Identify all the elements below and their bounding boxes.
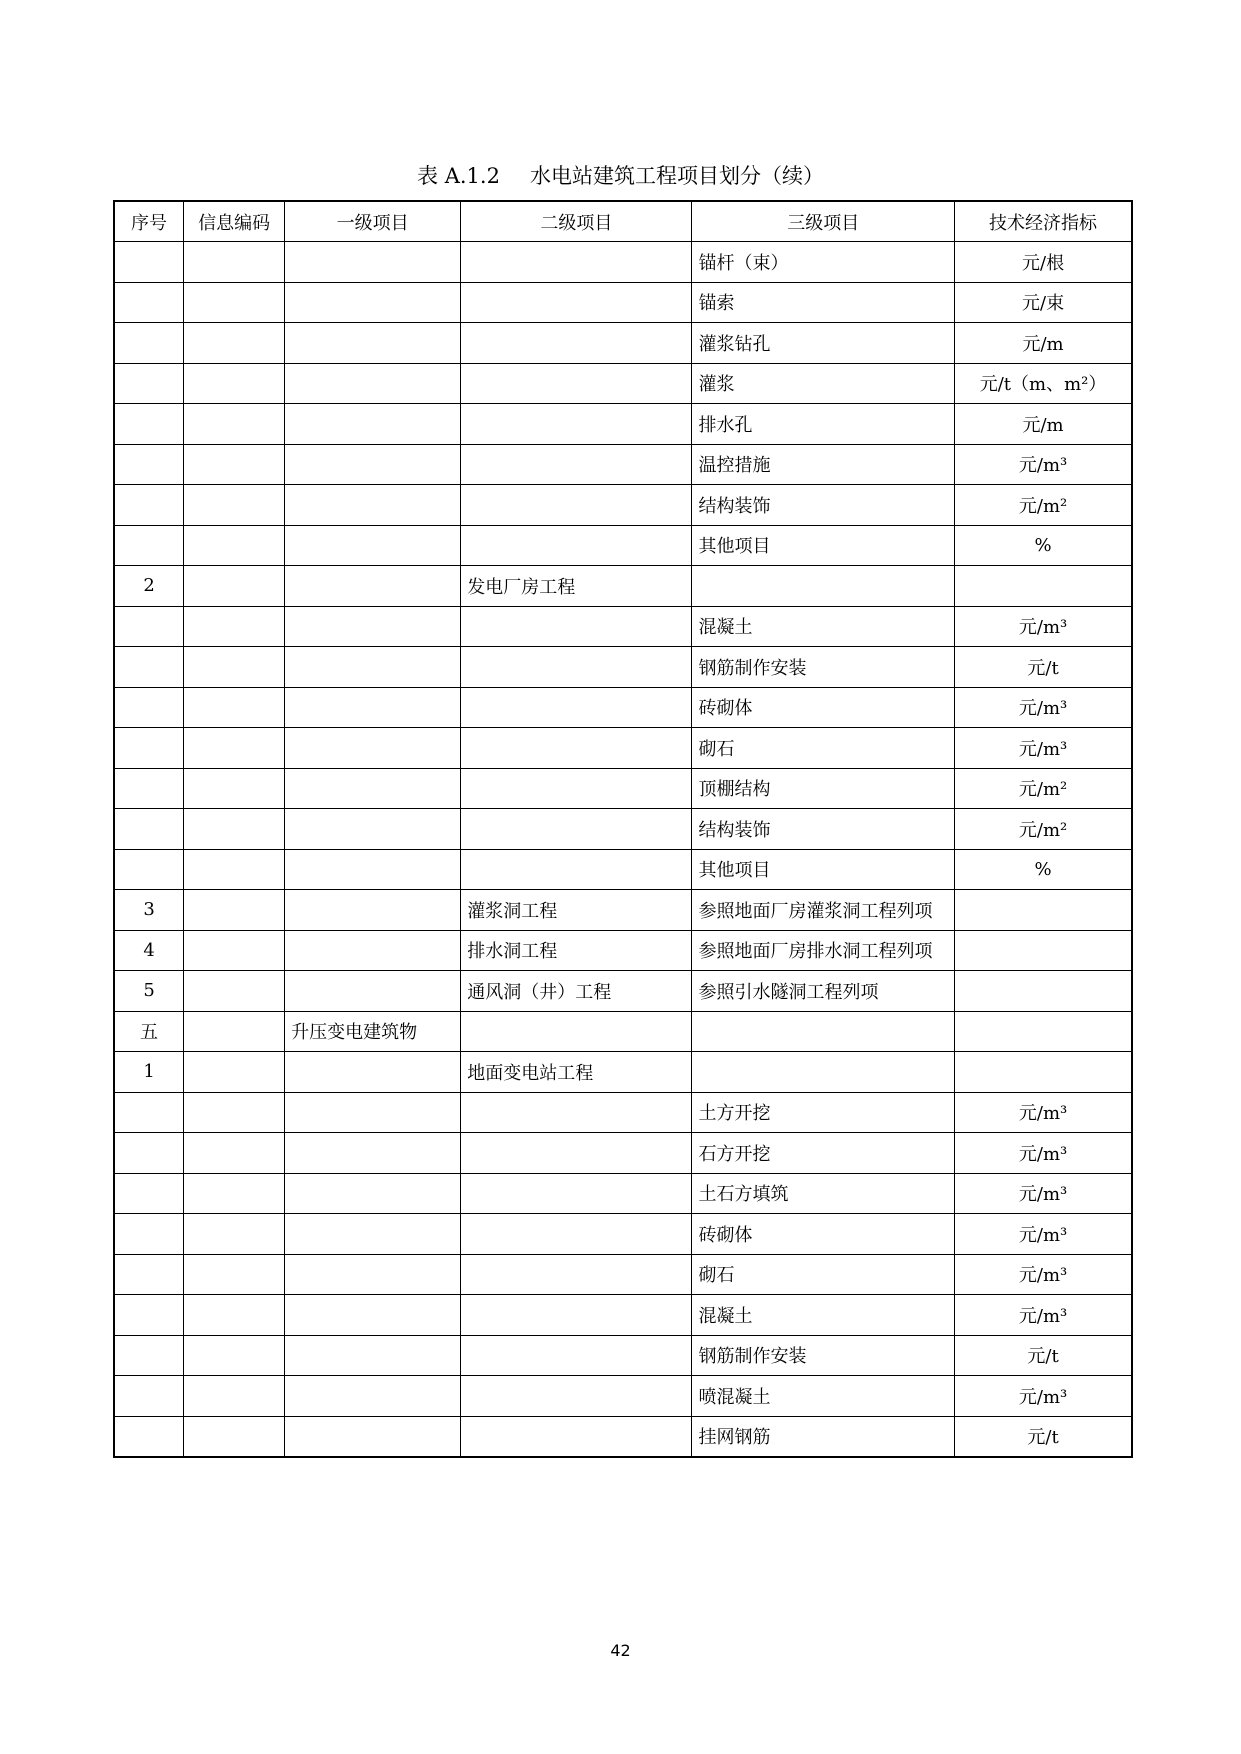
cell-level1 bbox=[285, 363, 461, 404]
table-row bbox=[114, 606, 1132, 647]
cell-code bbox=[184, 1011, 285, 1052]
cell-code bbox=[184, 404, 285, 445]
cell-level3: 砌石 bbox=[692, 728, 955, 769]
cell-seq bbox=[114, 1416, 184, 1457]
cell-indicator: 元/m³ bbox=[955, 606, 1132, 647]
cell-seq bbox=[114, 485, 184, 526]
cell-level1 bbox=[285, 930, 461, 971]
cell-seq: 4 bbox=[114, 930, 184, 971]
cell-level3 bbox=[692, 566, 955, 607]
cell-indicator bbox=[955, 971, 1132, 1012]
cell-indicator: 元/t bbox=[955, 1335, 1132, 1376]
cell-seq bbox=[114, 687, 184, 728]
cell-seq bbox=[114, 1214, 184, 1255]
page-number: 42 bbox=[610, 1641, 631, 1660]
cell-code bbox=[184, 1416, 285, 1457]
table-row bbox=[114, 768, 1132, 809]
cell-indicator: 元/根 bbox=[955, 242, 1132, 283]
table-row bbox=[114, 404, 1132, 445]
cell-level3: 结构装饰 bbox=[692, 485, 955, 526]
cell-level3: 砖砌体 bbox=[692, 1214, 955, 1255]
cell-indicator: 元/m² bbox=[955, 809, 1132, 850]
table-row bbox=[114, 687, 1132, 728]
cell-code bbox=[184, 242, 285, 283]
cell-code bbox=[184, 687, 285, 728]
cell-level2: 排水洞工程 bbox=[461, 930, 692, 971]
cell-level3 bbox=[692, 1011, 955, 1052]
cell-level1 bbox=[285, 849, 461, 890]
cell-indicator: 元/束 bbox=[955, 282, 1132, 323]
cell-seq bbox=[114, 1133, 184, 1174]
cell-level2 bbox=[461, 1376, 692, 1417]
cell-seq bbox=[114, 606, 184, 647]
cell-level1 bbox=[285, 444, 461, 485]
cell-code bbox=[184, 606, 285, 647]
cell-seq bbox=[114, 363, 184, 404]
table-row bbox=[114, 1254, 1132, 1295]
cell-level2 bbox=[461, 1092, 692, 1133]
cell-level1 bbox=[285, 1092, 461, 1133]
cell-level1 bbox=[285, 282, 461, 323]
cell-level2 bbox=[461, 242, 692, 283]
cell-level2 bbox=[461, 485, 692, 526]
cell-level1 bbox=[285, 1214, 461, 1255]
cell-code bbox=[184, 890, 285, 931]
cell-level2 bbox=[461, 1011, 692, 1052]
header-level2: 二级项目 bbox=[461, 201, 692, 242]
cell-code bbox=[184, 1295, 285, 1336]
header-level1: 一级项目 bbox=[285, 201, 461, 242]
cell-code bbox=[184, 971, 285, 1012]
table-title-text: 水电站建筑工程项目划分（续） bbox=[529, 164, 824, 188]
cell-level1 bbox=[285, 566, 461, 607]
table-row bbox=[114, 1416, 1132, 1457]
cell-indicator: 元/m³ bbox=[955, 1214, 1132, 1255]
cell-indicator: 元/m³ bbox=[955, 1376, 1132, 1417]
cell-level3 bbox=[692, 1052, 955, 1093]
cell-level3: 排水孔 bbox=[692, 404, 955, 445]
cell-indicator: 元/t bbox=[955, 647, 1132, 688]
table-row bbox=[114, 282, 1132, 323]
cell-level3: 钢筋制作安装 bbox=[692, 647, 955, 688]
cell-level3: 混凝土 bbox=[692, 606, 955, 647]
table-row bbox=[114, 1052, 1132, 1093]
cell-level3: 石方开挖 bbox=[692, 1133, 955, 1174]
cell-code bbox=[184, 363, 285, 404]
cell-level1 bbox=[285, 890, 461, 931]
table-title bbox=[0, 160, 1241, 190]
cell-indicator bbox=[955, 566, 1132, 607]
cell-seq bbox=[114, 323, 184, 364]
header-seq: 序号 bbox=[114, 201, 184, 242]
table-row bbox=[114, 525, 1132, 566]
table-row bbox=[114, 647, 1132, 688]
table-row bbox=[114, 1011, 1132, 1052]
cell-code bbox=[184, 485, 285, 526]
cell-level2 bbox=[461, 647, 692, 688]
cell-level1 bbox=[285, 1052, 461, 1093]
cell-level2 bbox=[461, 323, 692, 364]
cell-level1 bbox=[285, 1254, 461, 1295]
cell-seq: 1 bbox=[114, 1052, 184, 1093]
cell-level2 bbox=[461, 444, 692, 485]
cell-indicator: 元/m² bbox=[955, 768, 1132, 809]
cell-seq bbox=[114, 728, 184, 769]
table-row bbox=[114, 1133, 1132, 1174]
table-row bbox=[114, 971, 1132, 1012]
header-level3: 三级项目 bbox=[692, 201, 955, 242]
cell-level1 bbox=[285, 606, 461, 647]
cell-seq: 2 bbox=[114, 566, 184, 607]
table-row bbox=[114, 242, 1132, 283]
cell-level1 bbox=[285, 809, 461, 850]
cell-level2: 发电厂房工程 bbox=[461, 566, 692, 607]
cell-level1 bbox=[285, 971, 461, 1012]
cell-code bbox=[184, 1376, 285, 1417]
cell-indicator: 元/m bbox=[955, 323, 1132, 364]
cell-indicator: 元/t（m、m²） bbox=[955, 363, 1132, 404]
cell-seq bbox=[114, 282, 184, 323]
cell-code bbox=[184, 1335, 285, 1376]
cell-level2 bbox=[461, 525, 692, 566]
cell-level1 bbox=[285, 1295, 461, 1336]
cell-seq: 五 bbox=[114, 1011, 184, 1052]
cell-seq bbox=[114, 849, 184, 890]
cell-seq bbox=[114, 647, 184, 688]
cell-level1 bbox=[285, 242, 461, 283]
cell-level3: 温控措施 bbox=[692, 444, 955, 485]
cell-seq: 3 bbox=[114, 890, 184, 931]
table-row bbox=[114, 485, 1132, 526]
cell-code bbox=[184, 1214, 285, 1255]
cell-code bbox=[184, 930, 285, 971]
cell-indicator: 元/m³ bbox=[955, 1092, 1132, 1133]
cell-level3: 钢筋制作安装 bbox=[692, 1335, 955, 1376]
table-row bbox=[114, 444, 1132, 485]
cell-indicator: 元/m³ bbox=[955, 1133, 1132, 1174]
cell-code bbox=[184, 566, 285, 607]
cell-level3: 其他项目 bbox=[692, 849, 955, 890]
cell-level3: 参照地面厂房灌浆洞工程列项 bbox=[692, 890, 955, 931]
cell-level2 bbox=[461, 1173, 692, 1214]
cell-code bbox=[184, 809, 285, 850]
cell-level3: 喷混凝土 bbox=[692, 1376, 955, 1417]
cell-level1 bbox=[285, 404, 461, 445]
cell-indicator: 元/m bbox=[955, 404, 1132, 445]
cell-level1: 升压变电建筑物 bbox=[285, 1011, 461, 1052]
cell-level1 bbox=[285, 1173, 461, 1214]
cell-level1 bbox=[285, 1376, 461, 1417]
cell-level3: 锚索 bbox=[692, 282, 955, 323]
header-code: 信息编码 bbox=[184, 201, 285, 242]
cell-level1 bbox=[285, 323, 461, 364]
cell-seq bbox=[114, 768, 184, 809]
cell-seq bbox=[114, 444, 184, 485]
cell-level1 bbox=[285, 687, 461, 728]
cell-code bbox=[184, 728, 285, 769]
cell-seq bbox=[114, 525, 184, 566]
cell-indicator: 元/t bbox=[955, 1416, 1132, 1457]
cell-indicator: 元/m³ bbox=[955, 728, 1132, 769]
cell-seq bbox=[114, 1092, 184, 1133]
cell-code bbox=[184, 768, 285, 809]
cell-indicator: 元/m³ bbox=[955, 1254, 1132, 1295]
cell-code bbox=[184, 1052, 285, 1093]
cell-level1 bbox=[285, 728, 461, 769]
header-indicator: 技术经济指标 bbox=[955, 201, 1132, 242]
cell-seq bbox=[114, 1335, 184, 1376]
cell-code bbox=[184, 647, 285, 688]
cell-seq bbox=[114, 1254, 184, 1295]
cell-level3: 灌浆钻孔 bbox=[692, 323, 955, 364]
table-row bbox=[114, 1092, 1132, 1133]
cell-code bbox=[184, 323, 285, 364]
cell-level3: 参照引水隧洞工程列项 bbox=[692, 971, 955, 1012]
cell-code bbox=[184, 525, 285, 566]
cell-level3: 混凝土 bbox=[692, 1295, 955, 1336]
cell-indicator: 元/m³ bbox=[955, 687, 1132, 728]
cell-level2 bbox=[461, 1335, 692, 1376]
cell-code bbox=[184, 1092, 285, 1133]
cell-indicator: 元/m³ bbox=[955, 1173, 1132, 1214]
cell-level2 bbox=[461, 606, 692, 647]
cell-level3: 土方开挖 bbox=[692, 1092, 955, 1133]
table-row bbox=[114, 890, 1132, 931]
cell-seq bbox=[114, 242, 184, 283]
cell-level1 bbox=[285, 647, 461, 688]
cell-indicator bbox=[955, 930, 1132, 971]
cell-level1 bbox=[285, 1133, 461, 1174]
table-row bbox=[114, 1335, 1132, 1376]
cell-code bbox=[184, 1173, 285, 1214]
cell-indicator: % bbox=[955, 849, 1132, 890]
cell-level2 bbox=[461, 728, 692, 769]
cell-seq bbox=[114, 404, 184, 445]
cell-level1 bbox=[285, 485, 461, 526]
table-row bbox=[114, 809, 1132, 850]
cell-level2 bbox=[461, 282, 692, 323]
cell-level3: 顶棚结构 bbox=[692, 768, 955, 809]
table-row bbox=[114, 849, 1132, 890]
cell-level3: 土石方填筑 bbox=[692, 1173, 955, 1214]
cell-level2 bbox=[461, 1254, 692, 1295]
cell-seq bbox=[114, 1376, 184, 1417]
cell-level3: 锚杆（束） bbox=[692, 242, 955, 283]
table-row bbox=[114, 1214, 1132, 1255]
cell-level2 bbox=[461, 1416, 692, 1457]
table-row bbox=[114, 566, 1132, 607]
cell-level3: 砖砌体 bbox=[692, 687, 955, 728]
table-row bbox=[114, 323, 1132, 364]
cell-code bbox=[184, 282, 285, 323]
table-row bbox=[114, 1295, 1132, 1336]
cell-level3: 参照地面厂房排水洞工程列项 bbox=[692, 930, 955, 971]
cell-seq: 5 bbox=[114, 971, 184, 1012]
cell-indicator bbox=[955, 890, 1132, 931]
cell-level1 bbox=[285, 1335, 461, 1376]
cell-level2 bbox=[461, 404, 692, 445]
cell-code bbox=[184, 1133, 285, 1174]
cell-indicator: 元/m² bbox=[955, 485, 1132, 526]
cell-indicator bbox=[955, 1052, 1132, 1093]
cell-indicator: 元/m³ bbox=[955, 444, 1132, 485]
cell-level2 bbox=[461, 768, 692, 809]
cell-seq bbox=[114, 1173, 184, 1214]
cell-level3: 结构装饰 bbox=[692, 809, 955, 850]
project-division-table bbox=[113, 200, 1133, 1458]
cell-level3: 其他项目 bbox=[692, 525, 955, 566]
table-header-row bbox=[114, 201, 1132, 242]
table-row bbox=[114, 363, 1132, 404]
cell-level2 bbox=[461, 1133, 692, 1174]
cell-level2 bbox=[461, 1295, 692, 1336]
cell-level1 bbox=[285, 1416, 461, 1457]
cell-indicator bbox=[955, 1011, 1132, 1052]
cell-level2 bbox=[461, 1214, 692, 1255]
cell-level3: 灌浆 bbox=[692, 363, 955, 404]
cell-level3: 砌石 bbox=[692, 1254, 955, 1295]
table-row bbox=[114, 728, 1132, 769]
cell-level3: 挂网钢筋 bbox=[692, 1416, 955, 1457]
cell-level2: 灌浆洞工程 bbox=[461, 890, 692, 931]
cell-level2: 通风洞（井）工程 bbox=[461, 971, 692, 1012]
cell-code bbox=[184, 849, 285, 890]
cell-code bbox=[184, 1254, 285, 1295]
cell-level2 bbox=[461, 687, 692, 728]
cell-level1 bbox=[285, 525, 461, 566]
cell-level2: 地面变电站工程 bbox=[461, 1052, 692, 1093]
table-body bbox=[114, 242, 1132, 1457]
cell-seq bbox=[114, 1295, 184, 1336]
cell-code bbox=[184, 444, 285, 485]
table-row bbox=[114, 1173, 1132, 1214]
cell-seq bbox=[114, 809, 184, 850]
cell-level2 bbox=[461, 809, 692, 850]
table-row bbox=[114, 1376, 1132, 1417]
cell-indicator: % bbox=[955, 525, 1132, 566]
table-title-number: 表 A.1.2 bbox=[417, 164, 500, 188]
cell-indicator: 元/m³ bbox=[955, 1295, 1132, 1336]
cell-level2 bbox=[461, 363, 692, 404]
cell-level1 bbox=[285, 768, 461, 809]
table-row bbox=[114, 930, 1132, 971]
cell-level2 bbox=[461, 849, 692, 890]
